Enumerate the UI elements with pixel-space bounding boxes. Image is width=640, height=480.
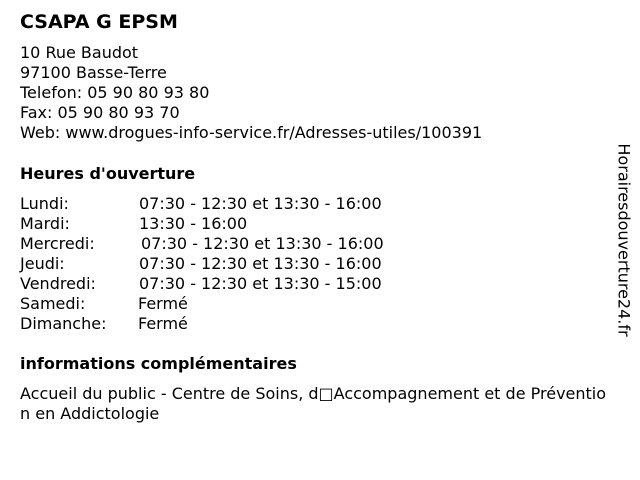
address-block (20, 43, 482, 143)
time-value: 07:30 - 12:30 et 13:30 - 15:00 (139, 274, 382, 293)
city-address: 97100 Basse-Terre (20, 63, 167, 82)
hours-row-thursday (20, 254, 420, 274)
hours-row-saturday (20, 294, 420, 314)
day-label: Dimanche: (20, 314, 107, 333)
website: Web: www.drogues-info-service.fr/Adresses-utiles/100391 (20, 123, 483, 142)
day-label: Mercredi: (20, 234, 95, 253)
time-value: 13:30 - 16:00 (139, 214, 248, 233)
street-address: 10 Rue Baudot (20, 43, 139, 62)
hours-row-monday (20, 194, 420, 214)
time-value: Fermé (138, 294, 188, 313)
fax-number: Fax: 05 90 80 93 70 (20, 103, 180, 122)
day-label: Mardi: (20, 214, 70, 233)
hours-row-wednesday (20, 234, 420, 254)
time-value: 07:30 - 12:30 et 13:30 - 16:00 (141, 234, 384, 253)
hours-table (20, 194, 420, 334)
day-label: Jeudi: (20, 254, 65, 273)
time-value: Fermé (138, 314, 188, 333)
watermark: Horairesdouverture24.fr (614, 143, 634, 337)
hours-row-tuesday (20, 214, 420, 234)
page-title: CSAPA G EPSM (20, 11, 178, 33)
day-label: Samedi: (20, 294, 86, 313)
day-label: Lundi: (20, 194, 69, 213)
time-value: 07:30 - 12:30 et 13:30 - 16:00 (139, 254, 382, 273)
info-text: Accueil du public - Centre de Soins, d□Accompagnement et de Prévention en Addictologie (20, 384, 607, 423)
hours-row-friday (20, 274, 420, 294)
day-label: Vendredi: (20, 274, 96, 293)
hours-row-sunday (20, 314, 420, 334)
info-heading: informations complémentaires (20, 354, 297, 373)
phone-number: Telefon: 05 90 80 93 80 (20, 83, 210, 102)
hours-heading: Heures d'ouverture (20, 164, 196, 183)
time-value: 07:30 - 12:30 et 13:30 - 16:00 (139, 194, 382, 213)
